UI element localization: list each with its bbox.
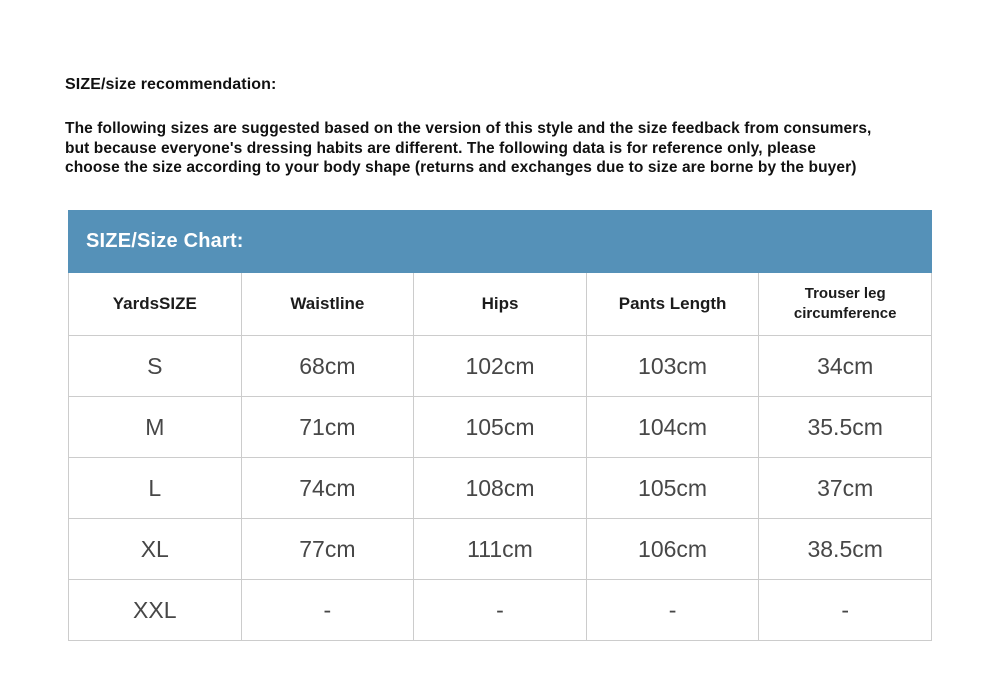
page-title: SIZE/size recommendation: (65, 76, 277, 93)
cell-leg-circumference: 38.5cm (759, 519, 932, 580)
cell-waistline: - (241, 580, 414, 641)
cell-size: L (69, 458, 242, 519)
cell-pants-length: 104cm (586, 397, 759, 458)
cell-pants-length: 103cm (586, 336, 759, 397)
cell-pants-length: - (586, 580, 759, 641)
cell-pants-length: 106cm (586, 519, 759, 580)
cell-waistline: 68cm (241, 336, 414, 397)
cell-hips: 105cm (414, 397, 587, 458)
table-header-row (69, 273, 932, 336)
cell-waistline: 71cm (241, 397, 414, 458)
table-row-l (69, 458, 932, 519)
table-row-m (69, 397, 932, 458)
table-row-xxl (69, 580, 932, 641)
cell-waistline: 77cm (241, 519, 414, 580)
paragraph-line-3: choose the size according to your body shape (returns and exchanges due to size are borne by the buyer) (65, 159, 857, 176)
cell-leg-circumference: 37cm (759, 458, 932, 519)
size-chart-title: SIZE/Size Chart: (86, 230, 244, 252)
cell-pants-length: 105cm (586, 458, 759, 519)
cell-size: XXL (69, 580, 242, 641)
cell-waistline: 74cm (241, 458, 414, 519)
paragraph-line-2: but because everyone's dressing habits are different. The following data is for reference only, please (65, 139, 816, 157)
cell-hips: 102cm (414, 336, 587, 397)
cell-hips: - (414, 580, 587, 641)
cell-size: XL (69, 519, 242, 580)
cell-leg-circumference: 34cm (759, 336, 932, 397)
cell-size: S (69, 336, 242, 397)
column-header-trouser-leg-circumference: Trouser leg circumference (759, 273, 932, 336)
paragraph-line-1: The following sizes are suggested based on the version of this style and the size feedback from consumers, (65, 120, 872, 137)
column-header-yards-size: YardsSIZE (69, 273, 242, 336)
column-header-hips: Hips (414, 273, 587, 336)
column-header-pants-length: Pants Length (586, 273, 759, 336)
table-row-xl (69, 519, 932, 580)
recommendation-paragraph (65, 119, 955, 178)
cell-hips: 111cm (414, 519, 587, 580)
cell-hips: 108cm (414, 458, 587, 519)
column-header-waistline: Waistline (241, 273, 414, 336)
cell-leg-circumference: - (759, 580, 932, 641)
size-chart-title-bar (68, 210, 932, 273)
cell-leg-circumference: 35.5cm (759, 397, 932, 458)
table-row-s (69, 336, 932, 397)
size-chart-table (68, 273, 932, 641)
cell-size: M (69, 397, 242, 458)
